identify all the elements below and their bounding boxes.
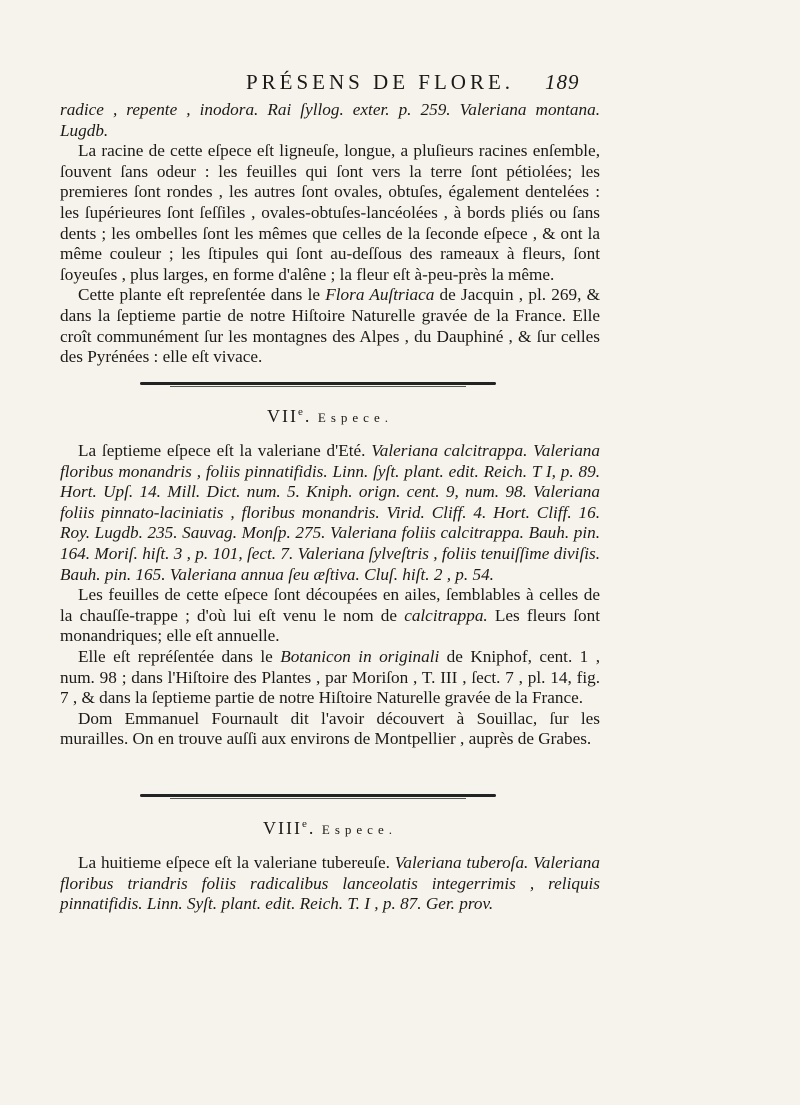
para-text: La ſeptieme eſpece eſt la valeriane d'Eté. <box>78 441 372 460</box>
running-title: PRÉSENS DE FLORE. <box>245 70 515 94</box>
species-8-body <box>60 853 600 915</box>
citation-line <box>60 100 600 141</box>
leaves-paragraph <box>60 585 600 647</box>
section-word: Espece. <box>321 822 397 837</box>
nomenclature-paragraph <box>60 853 600 915</box>
citation-italic: inodora. Rai ſyllog. exter. p. 259. Valeriana montana. Lugdb. <box>60 100 600 140</box>
para-italic: Botanicon in originali <box>280 646 440 666</box>
section-divider <box>140 794 496 797</box>
species-6-continuation <box>60 100 600 368</box>
description-paragraph: La racine de cette eſpece eſt ligneuſe, longue, a pluſieurs racines enſemble, ſouvent ſans odeur : les feuilles qui ſont vers la terre ſont pétiolées; les premieres ſont rondes , les autres ſont ovales, obtuſes, également dentelées : les ſupérieures ſont ſeſſiles , ovales-obtuſes-lancéolées , à bords pliés ou ſans dents ; les ombelles ſont les mêmes que celles de la ſeconde eſpece , & ont la même couleur ; les ſtipules qui ſont au-deſſous des rameaux à fleurs, ſont ſoyeuſes , plus larges, en forme d'alêne ; la fleur eſt à-peu-près la même. <box>60 141 600 284</box>
section-sup: e <box>302 818 309 830</box>
para-text: Elle eſt repréſentée dans le <box>78 646 281 666</box>
illustration-paragraph <box>60 285 600 367</box>
section-divider <box>140 382 496 385</box>
section-word: Espece. <box>317 410 393 425</box>
para-text: de Kniphof, cent. 1 , num. 98 ; dans l'Hiſtoire des Plantes , par Moriſon , T. III , ſect. 7 , pl. 14, fig. 7 , & dans la ſeptieme partie de notre Hiſtoire Naturelle gravée de la France. <box>60 646 600 708</box>
section-heading-8: VIIIe. Espece. <box>263 818 397 838</box>
para-italic: Valeriana calcitrappa. Valeriana floribus monandris , foliis pinnatifidis. Linn. ſyſt. plant. edit. Reich. T I, p. 89. Hort. Upſ. 14. Mill. Dict. num. 5. Kniph. orign. cent. 9, num. 98. Valeriana foliis pinnato-laciniatis , floribus monandris. Virid. Cliff. 4. Hort. Cliff. 16. Roy. Lugdb. 235. Sauvag. Monſp. 275. Valeriana foliis calcitrappa. Bauh. pin. 164. Moriſ. hiſt. 3 , p. 101, ſect. 7. Valeriana ſylveſtris , foliis tenuiſſime diviſis. Bauh. pin. 165. Valeriana annua ſeu æſtiva. Cluſ. hiſt. 2 , p. 54. <box>60 441 600 584</box>
para-italic: calcitrappa. <box>404 605 488 625</box>
para-text: Cette plante eſt repreſentée dans le <box>78 285 326 305</box>
citation-roman: radice , repente , <box>60 100 200 119</box>
para-italic: Flora Auſtriaca <box>325 285 435 305</box>
para-text: Les fleurs ſont monandriques; elle eſt annuelle. <box>60 605 600 646</box>
habitat-paragraph: Dom Emmanuel Fournault dit l'avoir découvert à Souillac, ſur les murailles. On en trouve auſſi aux environs de Montpellier , auprès de Grabes. <box>60 708 600 749</box>
section-numeral: VII <box>267 406 299 426</box>
illustration-paragraph <box>60 647 600 709</box>
species-7-body <box>60 441 600 750</box>
section-sup: e <box>298 406 305 418</box>
page-number: 189 <box>545 70 580 94</box>
para-text: Les feuilles de cette eſpece ſont découpées en ailes, ſemblables à celles de la chauſſe-trappe ; d'où lui eſt venu le nom de <box>60 585 600 625</box>
para-text: La huitieme eſpece eſt la valeriane tubereuſe. <box>78 853 395 872</box>
section-heading-7: VIIe. Espece. <box>267 406 393 426</box>
section-numeral: VIII <box>263 818 303 838</box>
nomenclature-paragraph <box>60 441 600 585</box>
para-text: de Jacquin , pl. 269, & dans la ſeptieme partie de notre Hiſtoire Naturelle gravée de la France. Elle croît communément ſur les montagnes des Alpes , du Dauphiné , & ſur celles des Pyrénées : elle eſt vivace. <box>60 285 601 367</box>
para-italic: Valeriana tuberoſa. Valeriana floribus triandris foliis radicalibus lanceolatis integerrimis , reliquis pinnatifidis. Linn. Syſt. plant. edit. Reich. T. I , p. 87. Ger. prov. <box>60 853 600 914</box>
